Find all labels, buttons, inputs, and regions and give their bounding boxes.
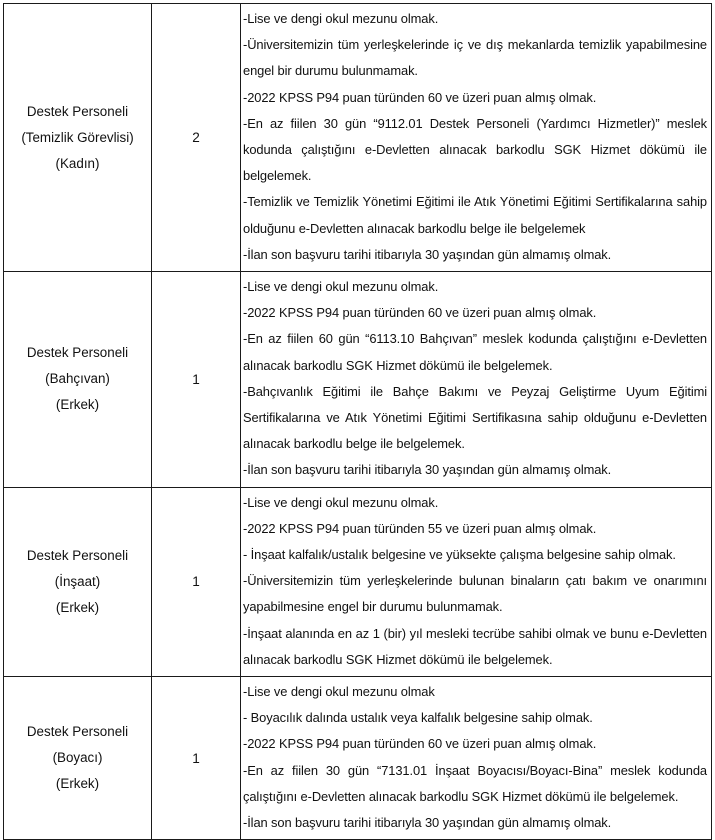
- requirement-item: -Lise ve dengi okul mezunu olmak.: [243, 494, 439, 510]
- requirement-item: -İlan son başvuru tarihi itibarıyla 30 yaşından gün almamış olmak.: [243, 246, 612, 262]
- requirement-item: -2022 KPSS P94 puan türünden 60 ve üzeri puan almış olmak.: [243, 305, 597, 321]
- requirement-item: -Üniversitemizin tüm yerleşkelerinde bulunan binaların çatı bakım ve onarımını yapabilmesine engel bir durumu bulunmamak.: [243, 573, 707, 615]
- table-row: [4, 677, 712, 840]
- requirement-item: -Lise ve dengi okul mezunu olmak.: [243, 279, 439, 295]
- position-title-line: Destek Personeli: [26, 724, 129, 740]
- requirement-item: -Lise ve dengi okul mezunu olmak: [243, 684, 435, 700]
- position-title-line: (Erkek): [55, 599, 100, 615]
- position-title-cell: [4, 677, 152, 840]
- requirements-cell: [241, 4, 712, 272]
- requirement-item: -2022 KPSS P94 puan türünden 60 ve üzeri puan almış olmak.: [243, 89, 597, 105]
- position-title-line: (Erkek): [55, 397, 100, 413]
- table-row: [4, 4, 712, 272]
- requirement-item: -En az fiilen 60 gün “6113.10 Bahçıvan” meslek kodunda çalıştığını e-Devletten alınacak barkodlu SGK Hizmet dökümü ile belgelemek.: [243, 331, 707, 373]
- position-count: 2: [152, 4, 241, 272]
- position-title-cell: [4, 272, 152, 488]
- position-title-line: (Boyacı): [52, 750, 103, 766]
- requirements-cell: [241, 272, 712, 488]
- table-row: [4, 272, 712, 488]
- positions-table: [3, 3, 712, 840]
- requirement-item: -Üniversitemizin tüm yerleşkelerinde iç ve dış mekanlarda temizlik yapabilmesine engel bir durumu bulunmamak.: [243, 37, 707, 79]
- position-title-cell: [4, 487, 152, 676]
- position-title-cell: [4, 4, 152, 272]
- requirement-item: -En az fiilen 30 gün “7131.01 İnşaat Boyacısı/Boyacı-Bina” meslek kodunda çalıştığını e-Devletten alınacak barkodlu SGK Hizmet dökümü ile belgelemek.: [243, 762, 707, 804]
- position-title-line: (Temizlik Görevlisi): [21, 129, 134, 145]
- requirement-item: -Bahçıvanlık Eğitimi ile Bahçe Bakımı ve Peyzaj Geliştirme Uyum Eğitimi Sertifikalarına ve Atık Yönetimi Eğitimi Sertifikasına sahip olduğunu e-Devletten alınacak barkodlu belge ile belgelemek.: [243, 383, 707, 452]
- requirement-item: -En az fiilen 30 gün “9112.01 Destek Personeli (Yardımcı Hizmetler)” meslek kodunda çalıştığını e-Devletten alınacak barkodlu SGK Hizmet dökümü ile belgelemek.: [243, 115, 707, 184]
- position-title-line: Destek Personeli: [26, 103, 129, 119]
- position-title-line: Destek Personeli: [26, 345, 129, 361]
- position-count: 1: [152, 487, 241, 676]
- position-title-line: (Bahçıvan): [45, 371, 110, 387]
- requirement-item: -İnşaat alanında en az 1 (bir) yıl mesleki tecrübe sahibi olmak ve bunu e-Devletten alınacak barkodlu SGK Hizmet dökümü ile belgelemek.: [243, 625, 707, 667]
- requirement-item: -İlan son başvuru tarihi itibarıyla 30 yaşından gün almamış olmak.: [243, 815, 612, 831]
- position-count: 1: [152, 677, 241, 840]
- position-title-line: Destek Personeli: [26, 547, 129, 563]
- requirement-item: -Lise ve dengi okul mezunu olmak.: [243, 11, 439, 26]
- requirement-item: - Boyacılık dalında ustalık veya kalfalık belgesine sahip olmak.: [243, 710, 593, 726]
- requirements-cell: [241, 677, 712, 840]
- position-count: 1: [152, 272, 241, 488]
- requirement-item: -Temizlik ve Temizlik Yönetimi Eğitimi ile Atık Yönetimi Eğitimi Sertifikalarına sahip olduğunu e-Devletten alınacak barkodlu belge ile belgelemek: [243, 194, 707, 236]
- requirement-item: -2022 KPSS P94 puan türünden 60 ve üzeri puan almış olmak.: [243, 736, 597, 752]
- position-title-line: (Erkek): [55, 776, 100, 792]
- requirement-item: -2022 KPSS P94 puan türünden 55 ve üzeri puan almış olmak.: [243, 520, 597, 536]
- table-row: [4, 487, 712, 676]
- position-title-line: (Kadın): [55, 155, 100, 171]
- requirement-item: -İlan son başvuru tarihi itibarıyla 30 yaşından gün almamış olmak.: [243, 462, 612, 478]
- requirements-cell: [241, 487, 712, 676]
- position-title-line: (İnşaat): [54, 573, 101, 589]
- requirement-item: - İnşaat kalfalık/ustalık belgesine ve yüksekte çalışma belgesine sahip olmak.: [243, 547, 676, 563]
